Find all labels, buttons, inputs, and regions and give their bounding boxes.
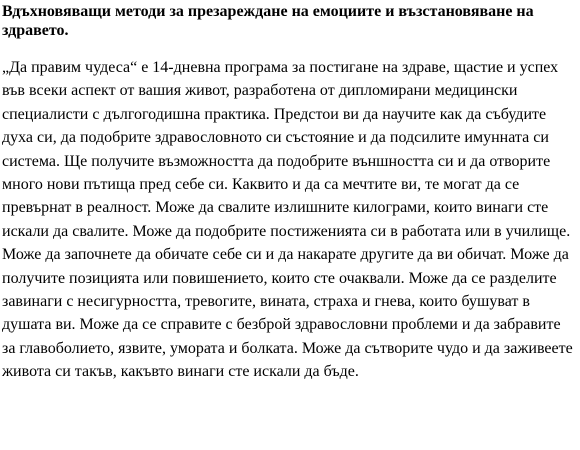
article-title: Вдъхновяващи методи за презареждане на емоциите и възстановяване на здравето. <box>2 3 534 39</box>
article-body: „Да правим чудеса“ е 14-дневна програма за постигане на здраве, щастие и успех във всеки аспект от вашия живот, разработена от дипломирани медицински специалисти с дългогодишна практика. Предстои ви да научите как да събудите духа си, да подобрите здравословното си състояние и да подсилите имунната си система. Ще получите възможността да подобрите външността си и да отворите много нови пътища пред себе си. Каквито и да са мечтите ви, те могат да се превърнат в реалност. Може да свалите излишните килограми, които винаги сте искали да свалите. Може да подобрите постиженията си в работата или в училище. Може да започнете да обичате себе си и да накарате другите да ви обичат. Може да получите позицията или повишението, които сте очаквали. Може да се разделите завинаги с несигурността, тревогите, вината, страха и гнева, които бушуват в душата ви. Може да се справите с безброй здравословни проблеми и да забравите за главоболието, язвите, умората и болката. Може да сътворите чудо и да заживеете живота си такъв, какъвто винаги сте искали да бъде. <box>2 59 573 381</box>
